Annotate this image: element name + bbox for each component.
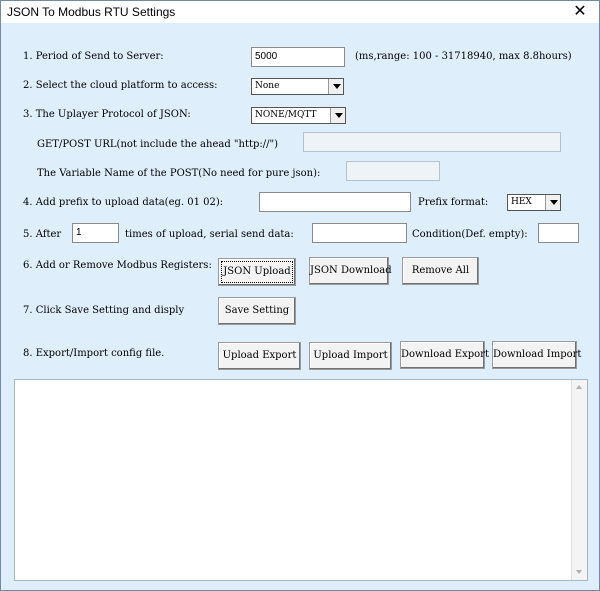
after-label: 5. After [23, 229, 62, 240]
registers-label: 6. Add or Remove Modbus Registers: [23, 260, 212, 271]
uplayer-protocol-label: 3. The Uplayer Protocol of JSON: [23, 109, 191, 120]
post-variable-label: The Variable Name of the POST(No need for pure json): [37, 168, 321, 179]
prefix-input[interactable] [259, 192, 411, 212]
url-label: GET/POST URL(not include the ahead "http://") [37, 139, 278, 150]
close-icon[interactable]: ✕ [573, 3, 587, 20]
times-label: times of upload, serial send data: [125, 229, 294, 240]
send-period-input[interactable]: 5000 [251, 47, 345, 67]
prefix-format-selected: HEX [511, 197, 532, 207]
prefix-format-select[interactable] [507, 194, 561, 211]
cloud-platform-select[interactable] [251, 78, 344, 95]
cloud-platform-selected: None [255, 81, 280, 91]
scroll-down-icon[interactable] [572, 565, 587, 580]
times-input[interactable]: 1 [72, 223, 119, 243]
json-download-button[interactable]: JSON Download [309, 257, 389, 285]
vertical-scrollbar[interactable] [571, 380, 587, 580]
post-variable-input[interactable] [346, 161, 440, 181]
chevron-down-icon [330, 108, 345, 123]
chevron-down-icon [328, 79, 343, 94]
title-bar [1, 1, 599, 23]
export-import-label: 8. Export/Import config file. [23, 348, 165, 359]
url-input[interactable] [303, 132, 561, 152]
cloud-platform-label: 2. Select the cloud platform to access: [23, 80, 218, 91]
uplayer-protocol-selected: NONE/MQTT [255, 110, 317, 120]
save-setting-label: 7. Click Save Setting and disply [23, 305, 185, 316]
download-import-button[interactable]: Download Import [492, 341, 577, 369]
save-setting-button[interactable]: Save Setting [218, 297, 296, 325]
serial-data-input[interactable] [312, 223, 407, 243]
window-title: JSON To Modbus RTU Settings [7, 5, 176, 19]
prefix-label: 4. Add prefix to upload data(eg. 01 02): [23, 197, 224, 208]
remove-all-button[interactable]: Remove All [402, 257, 479, 285]
condition-label: Condition(Def. empty): [412, 229, 528, 240]
scroll-up-icon[interactable] [572, 380, 587, 395]
send-period-label: 1. Period of Send to Server: [23, 51, 164, 62]
send-period-hint: (ms,range: 100 - 31718940, max 8.8hours) [355, 51, 572, 62]
condition-input[interactable] [538, 223, 579, 243]
log-textarea[interactable] [14, 379, 588, 581]
upload-export-button[interactable]: Upload Export [218, 342, 301, 370]
prefix-format-label: Prefix format: [418, 197, 489, 208]
chevron-down-icon [545, 195, 560, 210]
uplayer-protocol-select[interactable] [251, 107, 346, 124]
upload-import-button[interactable]: Upload Import [309, 342, 392, 370]
download-export-button[interactable]: Download Export [400, 341, 485, 369]
json-upload-button[interactable]: JSON Upload [218, 258, 296, 286]
